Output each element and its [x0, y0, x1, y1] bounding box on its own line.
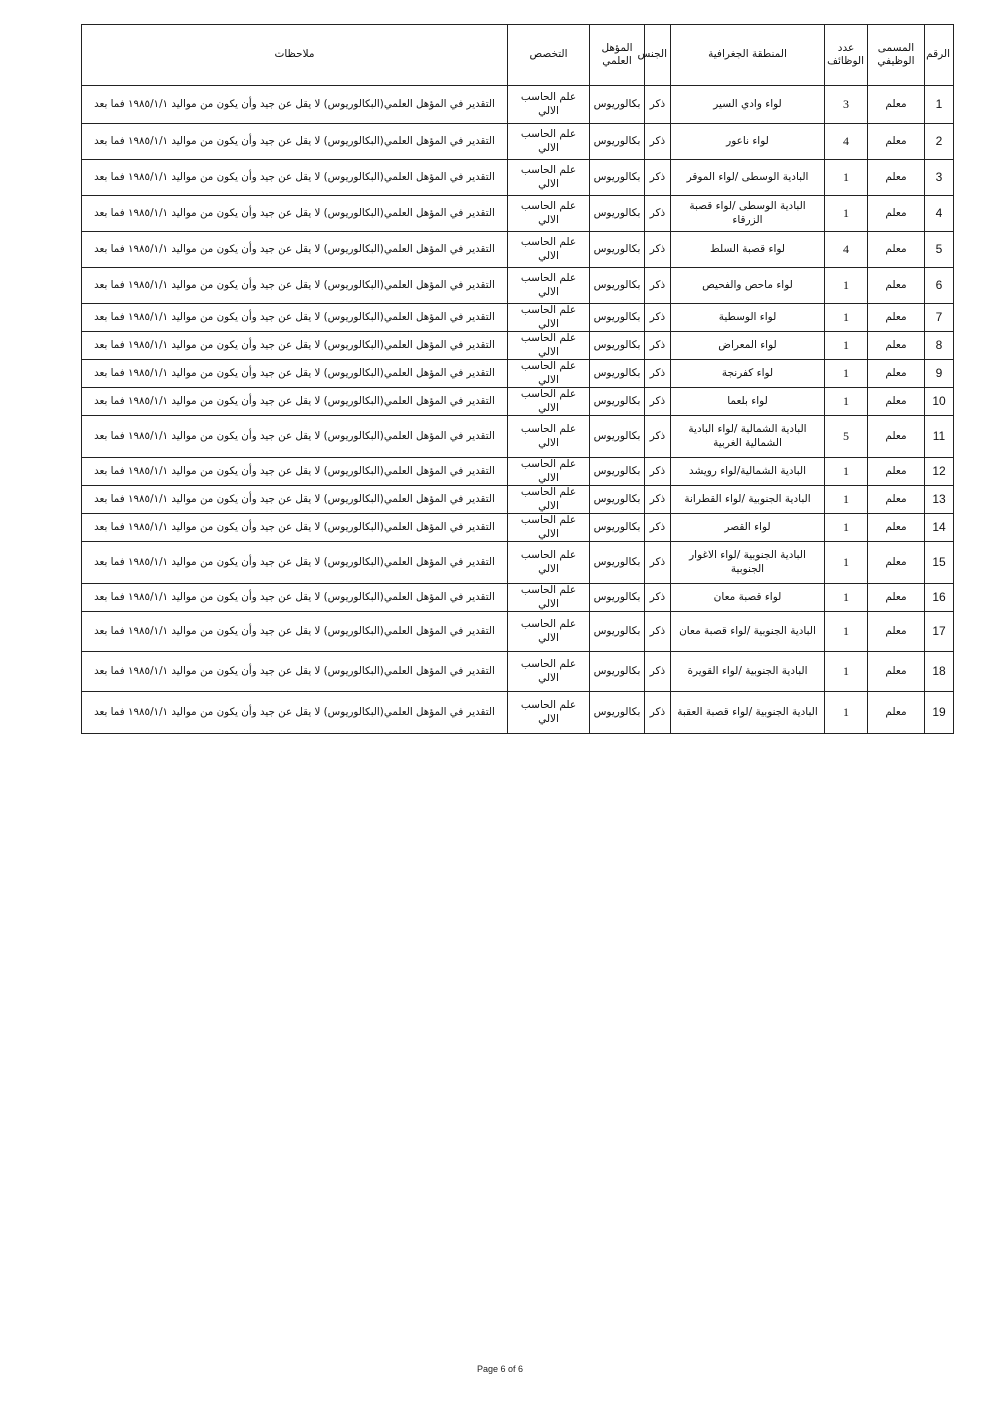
row-qualification: بكالوريوس — [590, 160, 645, 196]
row-specialization: علم الحاسب الالي — [508, 416, 590, 458]
row-job-count: 1 — [825, 612, 868, 652]
table-row — [82, 304, 954, 332]
row-job-title: معلم — [868, 268, 925, 304]
row-job-title: معلم — [868, 486, 925, 514]
row-specialization: علم الحاسب الالي — [508, 652, 590, 692]
row-job-count: 3 — [825, 86, 868, 124]
row-notes: التقدير في المؤهل العلمي(البكالوريوس) لا يقل عن جيد وأن يكون من مواليد ١٩٨٥/١/١ فما بعد — [82, 486, 508, 514]
table-row — [82, 160, 954, 196]
row-region: البادية الجنوبية /لواء قصبة العقبة — [671, 692, 825, 734]
row-job-title: معلم — [868, 542, 925, 584]
row-specialization: علم الحاسب الالي — [508, 304, 590, 332]
row-specialization: علم الحاسب الالي — [508, 360, 590, 388]
row-job-title: معلم — [868, 458, 925, 486]
row-notes: التقدير في المؤهل العلمي(البكالوريوس) لا يقل عن جيد وأن يكون من مواليد ١٩٨٥/١/١ فما بعد — [82, 612, 508, 652]
row-notes: التقدير في المؤهل العلمي(البكالوريوس) لا يقل عن جيد وأن يكون من مواليد ١٩٨٥/١/١ فما بعد — [82, 304, 508, 332]
row-region: البادية الجنوبية /لواء القطرانة — [671, 486, 825, 514]
row-specialization: علم الحاسب الالي — [508, 542, 590, 584]
row-qualification: بكالوريوس — [590, 86, 645, 124]
row-job-title: معلم — [868, 196, 925, 232]
row-job-title: معلم — [868, 612, 925, 652]
row-notes: التقدير في المؤهل العلمي(البكالوريوس) لا يقل عن جيد وأن يكون من مواليد ١٩٨٥/١/١ فما بعد — [82, 268, 508, 304]
row-specialization: علم الحاسب الالي — [508, 268, 590, 304]
table-row — [82, 86, 954, 124]
row-qualification: بكالوريوس — [590, 268, 645, 304]
row-qualification: بكالوريوس — [590, 332, 645, 360]
row-specialization: علم الحاسب الالي — [508, 388, 590, 416]
row-job-count: 1 — [825, 458, 868, 486]
header-region: المنطقة الجغرافية — [671, 25, 825, 86]
row-gender: ذكر — [645, 232, 671, 268]
row-notes: التقدير في المؤهل العلمي(البكالوريوس) لا يقل عن جيد وأن يكون من مواليد ١٩٨٥/١/١ فما بعد — [82, 542, 508, 584]
table-row — [82, 486, 954, 514]
row-job-title: معلم — [868, 160, 925, 196]
row-qualification: بكالوريوس — [590, 232, 645, 268]
row-qualification: بكالوريوس — [590, 542, 645, 584]
row-num: 17 — [925, 612, 954, 652]
table-row — [82, 196, 954, 232]
table-body — [82, 86, 954, 734]
table-row — [82, 542, 954, 584]
row-qualification: بكالوريوس — [590, 612, 645, 652]
row-num: 19 — [925, 692, 954, 734]
row-job-title: معلم — [868, 416, 925, 458]
row-region: لواء ماحص والفحيص — [671, 268, 825, 304]
row-notes: التقدير في المؤهل العلمي(البكالوريوس) لا يقل عن جيد وأن يكون من مواليد ١٩٨٥/١/١ فما بعد — [82, 416, 508, 458]
page-number: Page 6 of 6 — [476, 1364, 524, 1374]
row-notes: التقدير في المؤهل العلمي(البكالوريوس) لا يقل عن جيد وأن يكون من مواليد ١٩٨٥/١/١ فما بعد — [82, 584, 508, 612]
header-num: الرقم — [925, 25, 954, 86]
row-region: لواء الوسطية — [671, 304, 825, 332]
table-row — [82, 332, 954, 360]
row-qualification: بكالوريوس — [590, 458, 645, 486]
row-job-title: معلم — [868, 514, 925, 542]
row-num: 5 — [925, 232, 954, 268]
row-region: البادية الوسطى /لواء الموقر — [671, 160, 825, 196]
table-header-row — [82, 25, 954, 86]
row-job-title: معلم — [868, 124, 925, 160]
row-region: البادية الوسطى /لواء قصبة الزرقاء — [671, 196, 825, 232]
row-gender: ذكر — [645, 196, 671, 232]
row-num: 3 — [925, 160, 954, 196]
row-job-title: معلم — [868, 332, 925, 360]
row-num: 13 — [925, 486, 954, 514]
row-num: 14 — [925, 514, 954, 542]
row-specialization: علم الحاسب الالي — [508, 332, 590, 360]
row-num: 12 — [925, 458, 954, 486]
row-gender: ذكر — [645, 124, 671, 160]
header-qualification: المؤهل العلمي — [590, 25, 645, 86]
row-gender: ذكر — [645, 332, 671, 360]
table-row — [82, 612, 954, 652]
row-num: 4 — [925, 196, 954, 232]
row-job-count: 1 — [825, 652, 868, 692]
row-region: لواء ناعور — [671, 124, 825, 160]
row-num: 16 — [925, 584, 954, 612]
row-notes: التقدير في المؤهل العلمي(البكالوريوس) لا يقل عن جيد وأن يكون من مواليد ١٩٨٥/١/١ فما بعد — [82, 86, 508, 124]
row-qualification: بكالوريوس — [590, 304, 645, 332]
row-gender: ذكر — [645, 584, 671, 612]
row-region: لواء قصبة معان — [671, 584, 825, 612]
row-num: 9 — [925, 360, 954, 388]
table-row — [82, 652, 954, 692]
row-job-title: معلم — [868, 86, 925, 124]
row-specialization: علم الحاسب الالي — [508, 612, 590, 652]
row-specialization: علم الحاسب الالي — [508, 232, 590, 268]
row-job-count: 1 — [825, 486, 868, 514]
row-qualification: بكالوريوس — [590, 486, 645, 514]
jobs-table — [81, 24, 954, 734]
row-notes: التقدير في المؤهل العلمي(البكالوريوس) لا يقل عن جيد وأن يكون من مواليد ١٩٨٥/١/١ فما بعد — [82, 652, 508, 692]
row-job-title: معلم — [868, 388, 925, 416]
row-notes: التقدير في المؤهل العلمي(البكالوريوس) لا يقل عن جيد وأن يكون من مواليد ١٩٨٥/١/١ فما بعد — [82, 232, 508, 268]
row-job-title: معلم — [868, 232, 925, 268]
row-job-count: 1 — [825, 692, 868, 734]
row-num: 18 — [925, 652, 954, 692]
row-job-count: 1 — [825, 542, 868, 584]
row-region: لواء وادي السير — [671, 86, 825, 124]
row-job-count: 1 — [825, 304, 868, 332]
row-notes: التقدير في المؤهل العلمي(البكالوريوس) لا يقل عن جيد وأن يكون من مواليد ١٩٨٥/١/١ فما بعد — [82, 124, 508, 160]
row-gender: ذكر — [645, 268, 671, 304]
row-num: 8 — [925, 332, 954, 360]
row-job-count: 1 — [825, 196, 868, 232]
row-qualification: بكالوريوس — [590, 388, 645, 416]
header-job-count: عدد الوظائف — [825, 25, 868, 86]
row-notes: التقدير في المؤهل العلمي(البكالوريوس) لا يقل عن جيد وأن يكون من مواليد ١٩٨٥/١/١ فما بعد — [82, 332, 508, 360]
row-num: 7 — [925, 304, 954, 332]
row-specialization: علم الحاسب الالي — [508, 160, 590, 196]
row-job-count: 4 — [825, 232, 868, 268]
row-gender: ذكر — [645, 86, 671, 124]
row-notes: التقدير في المؤهل العلمي(البكالوريوس) لا يقل عن جيد وأن يكون من مواليد ١٩٨٥/١/١ فما بعد — [82, 196, 508, 232]
row-region: لواء كفرنجة — [671, 360, 825, 388]
row-job-title: معلم — [868, 360, 925, 388]
row-region: لواء بلعما — [671, 388, 825, 416]
row-specialization: علم الحاسب الالي — [508, 86, 590, 124]
row-job-title: معلم — [868, 584, 925, 612]
row-num: 1 — [925, 86, 954, 124]
row-qualification: بكالوريوس — [590, 514, 645, 542]
row-gender: ذكر — [645, 388, 671, 416]
row-qualification: بكالوريوس — [590, 692, 645, 734]
table-row — [82, 268, 954, 304]
row-job-count: 1 — [825, 160, 868, 196]
row-region: لواء قصبة السلط — [671, 232, 825, 268]
row-qualification: بكالوريوس — [590, 584, 645, 612]
row-job-count: 1 — [825, 360, 868, 388]
header-specialization: التخصص — [508, 25, 590, 86]
table-row — [82, 232, 954, 268]
row-gender: ذكر — [645, 652, 671, 692]
row-region: البادية الجنوبية /لواء قصبة معان — [671, 612, 825, 652]
row-region: لواء المعراض — [671, 332, 825, 360]
row-specialization: علم الحاسب الالي — [508, 514, 590, 542]
row-gender: ذكر — [645, 542, 671, 584]
row-gender: ذكر — [645, 160, 671, 196]
row-num: 11 — [925, 416, 954, 458]
table-row — [82, 692, 954, 734]
row-region: البادية الجنوبية /لواء القويرة — [671, 652, 825, 692]
row-job-title: معلم — [868, 692, 925, 734]
table-row — [82, 514, 954, 542]
row-num: 6 — [925, 268, 954, 304]
row-region: البادية الشمالية/لواء رويشد — [671, 458, 825, 486]
row-job-count: 1 — [825, 268, 868, 304]
row-gender: ذكر — [645, 304, 671, 332]
row-region: البادية الشمالية /لواء البادية الشمالية الغربية — [671, 416, 825, 458]
row-notes: التقدير في المؤهل العلمي(البكالوريوس) لا يقل عن جيد وأن يكون من مواليد ١٩٨٥/١/١ فما بعد — [82, 388, 508, 416]
row-notes: التقدير في المؤهل العلمي(البكالوريوس) لا يقل عن جيد وأن يكون من مواليد ١٩٨٥/١/١ فما بعد — [82, 160, 508, 196]
row-num: 15 — [925, 542, 954, 584]
row-region: لواء القصر — [671, 514, 825, 542]
row-notes: التقدير في المؤهل العلمي(البكالوريوس) لا يقل عن جيد وأن يكون من مواليد ١٩٨٥/١/١ فما بعد — [82, 458, 508, 486]
row-num: 2 — [925, 124, 954, 160]
row-job-count: 1 — [825, 388, 868, 416]
row-job-title: معلم — [868, 652, 925, 692]
row-qualification: بكالوريوس — [590, 652, 645, 692]
row-specialization: علم الحاسب الالي — [508, 196, 590, 232]
row-gender: ذكر — [645, 458, 671, 486]
row-gender: ذكر — [645, 612, 671, 652]
row-specialization: علم الحاسب الالي — [508, 124, 590, 160]
row-num: 10 — [925, 388, 954, 416]
row-qualification: بكالوريوس — [590, 196, 645, 232]
row-job-count: 1 — [825, 332, 868, 360]
row-specialization: علم الحاسب الالي — [508, 584, 590, 612]
header-notes: ملاحظات — [82, 25, 508, 86]
table-row — [82, 458, 954, 486]
row-specialization: علم الحاسب الالي — [508, 692, 590, 734]
table-row — [82, 416, 954, 458]
row-job-title: معلم — [868, 304, 925, 332]
row-job-count: 5 — [825, 416, 868, 458]
table-row — [82, 388, 954, 416]
table-row — [82, 124, 954, 160]
header-gender: الجنس — [645, 25, 671, 86]
row-gender: ذكر — [645, 692, 671, 734]
row-gender: ذكر — [645, 514, 671, 542]
row-specialization: علم الحاسب الالي — [508, 458, 590, 486]
row-qualification: بكالوريوس — [590, 360, 645, 388]
row-gender: ذكر — [645, 360, 671, 388]
row-specialization: علم الحاسب الالي — [508, 486, 590, 514]
row-qualification: بكالوريوس — [590, 416, 645, 458]
row-job-count: 4 — [825, 124, 868, 160]
row-gender: ذكر — [645, 486, 671, 514]
row-gender: ذكر — [645, 416, 671, 458]
row-job-count: 1 — [825, 514, 868, 542]
row-notes: التقدير في المؤهل العلمي(البكالوريوس) لا يقل عن جيد وأن يكون من مواليد ١٩٨٥/١/١ فما بعد — [82, 514, 508, 542]
table-row — [82, 360, 954, 388]
row-job-count: 1 — [825, 584, 868, 612]
table-row — [82, 584, 954, 612]
row-notes: التقدير في المؤهل العلمي(البكالوريوس) لا يقل عن جيد وأن يكون من مواليد ١٩٨٥/١/١ فما بعد — [82, 360, 508, 388]
row-notes: التقدير في المؤهل العلمي(البكالوريوس) لا يقل عن جيد وأن يكون من مواليد ١٩٨٥/١/١ فما بعد — [82, 692, 508, 734]
row-region: البادية الجنوبية /لواء الاغوار الجنوبية — [671, 542, 825, 584]
row-qualification: بكالوريوس — [590, 124, 645, 160]
header-job-title: المسمى الوظيفي — [868, 25, 925, 86]
